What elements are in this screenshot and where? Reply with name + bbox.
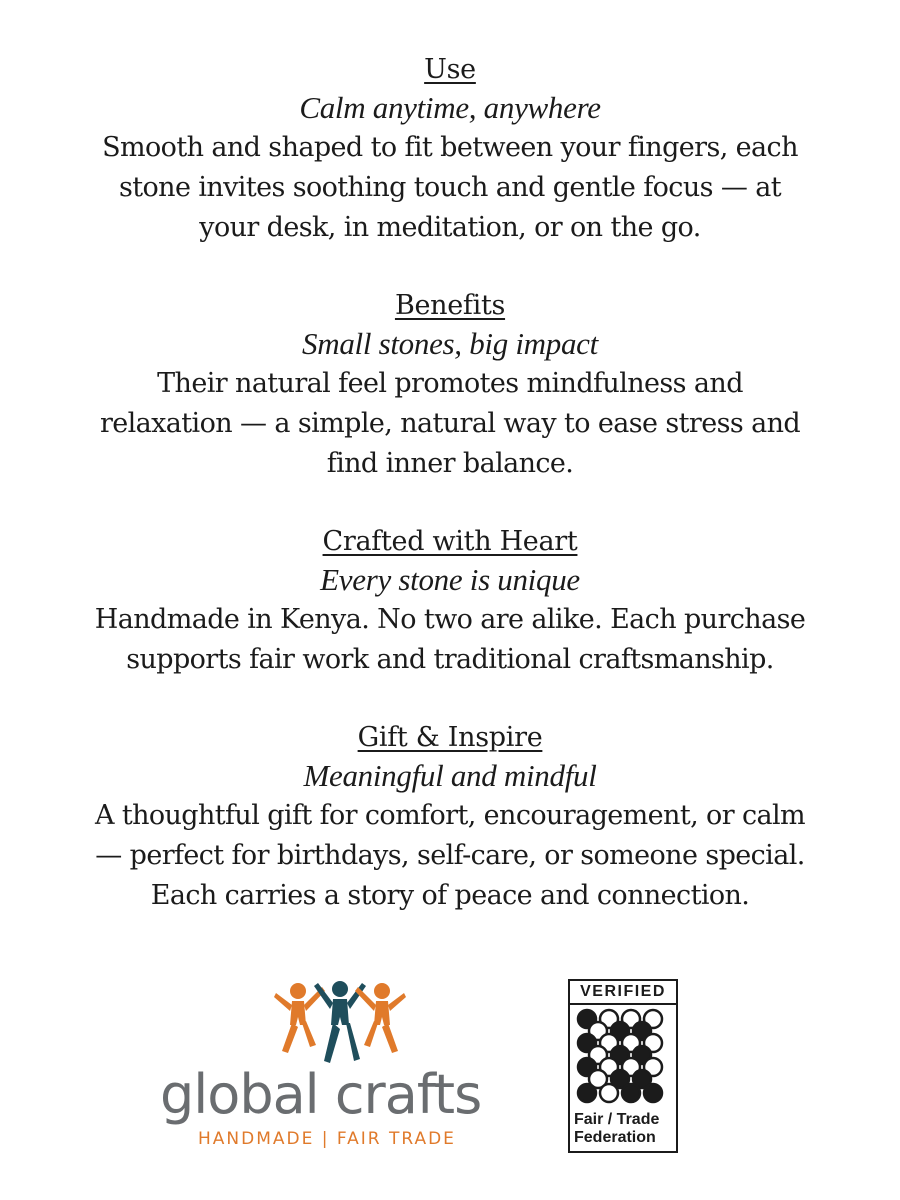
- section-crafted: [70, 524, 830, 680]
- global-crafts-wordmark: global crafts: [160, 1063, 482, 1126]
- people-figures-icon: [270, 975, 410, 1070]
- verified-label: VERIFIED: [570, 981, 676, 1005]
- section-heading: Gift & Inspire: [357, 722, 543, 753]
- wfto-line-2: Federation: [574, 1129, 656, 1146]
- section-body-line: A thoughtful gift for comfort, encouragement, or calm: [94, 800, 806, 831]
- section-heading: Benefits: [394, 290, 506, 321]
- section-body-line: find inner balance.: [326, 448, 574, 479]
- section-subheading: Every stone is unique: [320, 562, 580, 597]
- footer-logos: [0, 975, 900, 1175]
- wfto-verified-badge: [568, 979, 678, 1153]
- section-body-line: Their natural feel promotes mindfulness and: [157, 368, 743, 399]
- wfto-line-1: Fair / Trade: [574, 1111, 660, 1128]
- section-body-line: Smooth and shaped to fit between your fingers, each: [102, 132, 798, 163]
- section-benefits: [70, 288, 830, 484]
- section-subheading: Calm anytime, anywhere: [299, 90, 601, 125]
- section-subheading: Small stones, big impact: [302, 326, 598, 361]
- section-heading: Use: [424, 54, 476, 85]
- section-heading: Crafted with Heart: [322, 526, 578, 557]
- section-body-line: Each carries a story of peace and connection.: [150, 880, 750, 911]
- fair-trade-dots-icon: [573, 1007, 673, 1105]
- section-gift: [70, 720, 830, 916]
- section-subheading: Meaningful and mindful: [303, 758, 597, 793]
- section-body-line: relaxation — a simple, natural way to ease stress and: [99, 408, 801, 439]
- section-body-line: — perfect for birthdays, self-care, or someone special.: [95, 840, 805, 871]
- section-body-line: stone invites soothing touch and gentle focus — at: [119, 172, 781, 203]
- section-body-line: supports fair work and traditional craftsmanship.: [126, 644, 774, 675]
- global-crafts-logo: [160, 975, 520, 1155]
- section-body-line: your desk, in meditation, or on the go.: [199, 212, 701, 243]
- wfto-name: [574, 1111, 676, 1147]
- section-use: [70, 52, 830, 248]
- section-body-line: Handmade in Kenya. No two are alike. Each purchase: [94, 604, 806, 635]
- product-description: [0, 52, 900, 956]
- global-crafts-tagline: HANDMADE | FAIR TRADE: [198, 1129, 456, 1149]
